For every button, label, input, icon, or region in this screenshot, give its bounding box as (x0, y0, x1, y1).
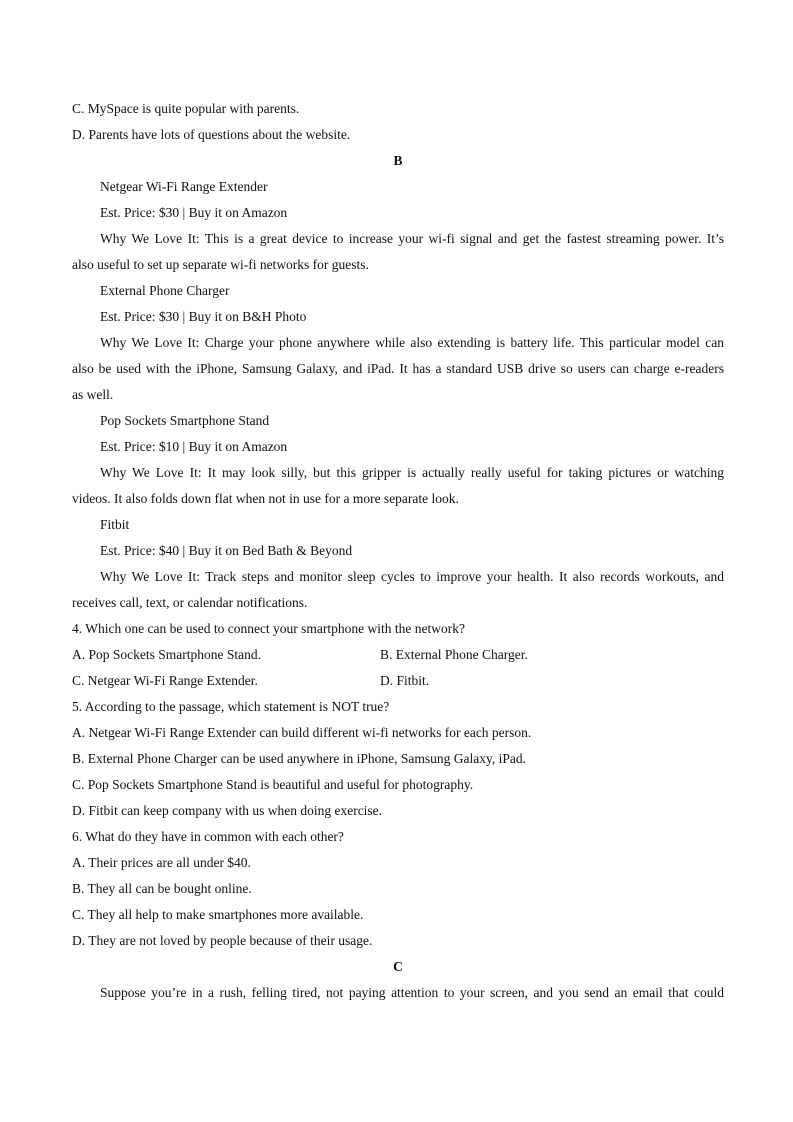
question-5-option-c: C. Pop Sockets Smartphone Stand is beautiful and useful for photography. (72, 777, 474, 792)
question-4-options-row-2 (72, 668, 724, 694)
question-5-option-b: B. External Phone Charger can be used anywhere in iPhone, Samsung Galaxy, iPad. (72, 751, 527, 766)
product-why-line: Why We Love It: Track steps and monitor sleep cycles to improve your health. It also records workouts, and (100, 569, 724, 584)
question-6-option-c: C. They all help to make smartphones more available. (72, 907, 364, 922)
product-why-line: videos. It also folds down flat when not in use for a more separate look. (72, 491, 459, 506)
question-4-option-c: C. Netgear Wi-Fi Range Extender. (72, 673, 258, 688)
prev-option-c: C. MySpace is quite popular with parents. (72, 101, 300, 116)
question-4-options-row-1 (72, 642, 724, 668)
question-6-option-b: B. They all can be bought online. (72, 881, 252, 896)
question-5-option-d: D. Fitbit can keep company with us when doing exercise. (72, 803, 383, 818)
section-c-heading: C (393, 959, 403, 974)
question-6-option-a: A. Their prices are all under $40. (72, 855, 251, 870)
product-price: Est. Price: $40 | Buy it on Bed Bath & Beyond (100, 543, 353, 558)
question-5-stem: 5. According to the passage, which statement is NOT true? (72, 699, 390, 714)
product-why-line: Why We Love It: It may look silly, but this gripper is actually really useful for taking pictures or watching (100, 465, 724, 480)
document-page (72, 96, 724, 1006)
product-price: Est. Price: $30 | Buy it on Amazon (100, 205, 288, 220)
product-why-line: also be used with the iPhone, Samsung Galaxy, and iPad. It has a standard USB drive so users can charge e-readers (72, 361, 724, 376)
product-why-line: Why We Love It: This is a great device to increase your wi-fi signal and get the fastest streaming power. It’s (100, 231, 724, 246)
prev-option-d: D. Parents have lots of questions about the website. (72, 127, 351, 142)
question-6-stem: 6. What do they have in common with each other? (72, 829, 344, 844)
product-price: Est. Price: $10 | Buy it on Amazon (100, 439, 288, 454)
product-name: Fitbit (100, 517, 130, 532)
product-why-line: Why We Love It: Charge your phone anywhere while also extending is battery life. This particular model can (100, 335, 724, 350)
question-4-option-b: B. External Phone Charger. (380, 647, 528, 662)
product-why-line: receives call, text, or calendar notifications. (72, 595, 308, 610)
product-name: Pop Sockets Smartphone Stand (100, 413, 270, 428)
section-c-first-line: Suppose you’re in a rush, felling tired, not paying attention to your screen, and you send an email that could (100, 985, 724, 1000)
product-name: External Phone Charger (100, 283, 230, 298)
question-4-stem: 4. Which one can be used to connect your smartphone with the network? (72, 621, 466, 636)
product-why-line: also useful to set up separate wi-fi networks for guests. (72, 257, 369, 272)
product-name: Netgear Wi-Fi Range Extender (100, 179, 268, 194)
section-b-heading: B (393, 153, 403, 168)
product-price: Est. Price: $30 | Buy it on B&H Photo (100, 309, 307, 324)
question-5-option-a: A. Netgear Wi-Fi Range Extender can build different wi-fi networks for each person. (72, 725, 532, 740)
question-4-option-a: A. Pop Sockets Smartphone Stand. (72, 647, 261, 662)
question-6-option-d: D. They are not loved by people because of their usage. (72, 933, 373, 948)
question-4-option-d: D. Fitbit. (380, 673, 430, 688)
product-why-line: as well. (72, 387, 114, 402)
